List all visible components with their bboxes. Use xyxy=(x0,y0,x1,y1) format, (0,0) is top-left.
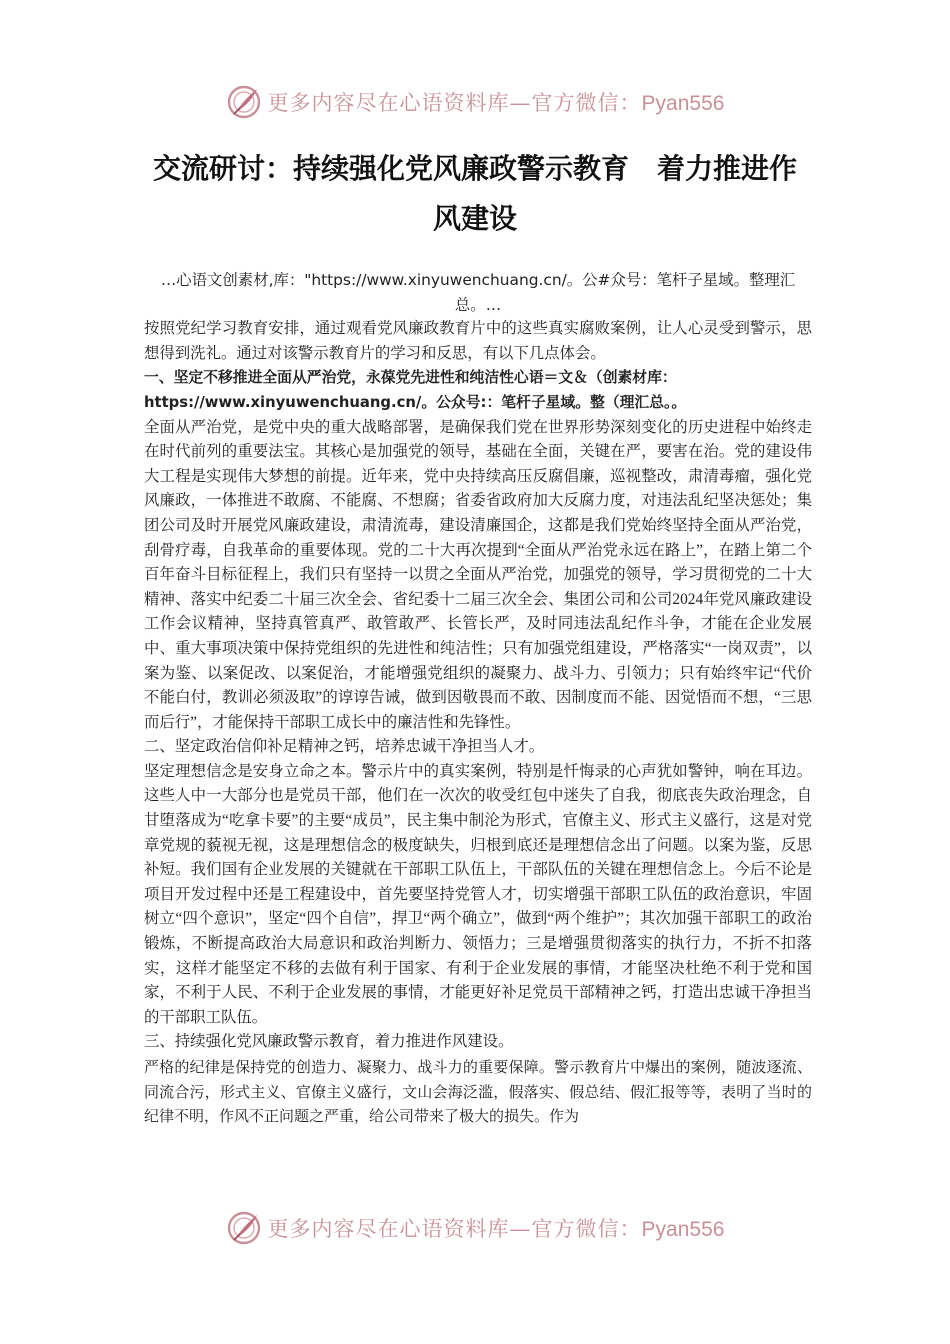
section-heading-1: 一、坚定不移推进全面从严治党，永葆党先进性和纯洁性心语＝文＆（创素材库：https://www.xinyuwenchuang.cn/。公众号:：笔杆子星域。整（理汇总。。 xyxy=(144,369,687,411)
intro-paragraph: 按照党纪学习教育安排，通过观看党风廉政教育片中的这些真实腐败案例，让人心灵受到警示，思想得到洗礼。通过对该警示教育片的学习和反思，有以下几点体会。 xyxy=(144,320,812,362)
source-note: …心语文创素材,库："https://www.xinyuwenchuang.cn/。公#众号：笔杆子星域。整理汇总。… xyxy=(160,271,796,314)
watermark-wechat-id: Pyan556 xyxy=(641,1218,725,1241)
watermark-footer xyxy=(0,1206,950,1250)
document-title: 交流研讨：持续强化党风廉政警示教育 着力推进作风建设 xyxy=(152,152,797,235)
section-heading-3: 三、持续强化党风廉政警示教育，着力推进作风建设。 xyxy=(144,1033,514,1051)
quill-logo-icon xyxy=(226,1210,262,1246)
watermark-wechat-id: Pyan556 xyxy=(641,92,725,115)
section-paragraph-3: 严格的纪律是保持党的创造力、凝聚力、战斗力的重要保障。警示教育片中爆出的案例，随波逐流、同流合污，形式主义、官僚主义盛行，文山会海泛滥，假落实、假总结、假汇报等等，表明了当时的纪律不明，作风不正问题之严重，给公司带来了极大的损失。作为 xyxy=(144,1058,812,1126)
watermark-text: 更多内容尽在心语资料库—官方微信： xyxy=(267,1217,642,1241)
document-body xyxy=(144,268,812,1129)
quill-logo-icon xyxy=(226,84,262,120)
watermark-text: 更多内容尽在心语资料库—官方微信： xyxy=(267,91,642,115)
section-heading-2: 二、坚定政治信仰补足精神之钙，培养忠诚干净担当人才。 xyxy=(144,738,545,756)
watermark-header xyxy=(0,80,950,124)
section-paragraph-1: 全面从严治党，是党中央的重大战略部署，是确保我们党在世界形势深刻变化的历史进程中始终走在时代前列的重要法宝。其核心是加强党的领导，基础在全面，关键在严，要害在治。党的建设伟大工程是实现伟大梦想的前提。近年来，党中央持续高压反腐倡廉，巡视整改，肃清毒瘤，强化党风廉政，一体推进不敢腐、不能腐、不想腐；省委省政府加大反腐力度，对违法乱纪坚决惩处；集团公司及时开展党风廉政建设，肃清流毒，建设清廉国企，这都是我们党始终坚持全面从严治党，刮骨疗毒，自我革命的重要体现。党的二十大再次提到“全面从严治党永远在路上”，在踏上第二个百年奋斗目标征程上，我们只有坚持一以贯之全面从严治党，加强党的领导，学习贯彻党的二十大精神、落实中纪委二十届三次全会、省纪委十二届三次全会、集团公司和公司2024年党风廉政建设工作会议精神，坚持真管真严、敢管敢严、长管长严，及时同违法乱纪作斗争，才能在企业发展中、重大事项决策中保持党组织的先进性和纯洁性；只有加强党组建设，严格落实“一岗双责”，以案为鉴、以案促改、以案促治，才能增强党组织的凝聚力、战斗力、引领力；只有始终牢记“代价不能白付，教训必须汲取”的谆谆告诫，做到因敬畏而不敢、因制度而不能、因觉悟而不想，“三思而后行”，才能保持干部职工成长中的廉洁性和先锋性。 xyxy=(144,418,812,731)
section-paragraph-2: 坚定理想信念是安身立命之本。警示片中的真实案例，特别是忏悔录的心声犹如警钟，响在耳边。这些人中一大部分也是党员干部，他们在一次次的收受红包中迷失了自我，彻底丧失政治理念，自甘堕落成为“吃拿卡要”的主要“成员”，民主集中制沦为形式，官僚主义、形式主义盛行，这是对党章党规的藐视无视，这是理想信念的极度缺失，归根到底还是理想信念出了问题。以案为鉴，反思补短。我们国有企业发展的关键就在干部职工队伍上，干部队伍的关键在理想信念上。今后不论是项目开发过程中还是工程建设中，首先要坚持党管人才，切实增强干部职工队伍的政治意识，牢固树立“四个意识”，坚定“四个自信”，捍卫“两个确立”，做到“两个维护”；其次加强干部职工的政治锻炼，不断提高政治大局意识和政治判断力、领悟力；三是增强贯彻落实的执行力，不折不扣落实，这样才能坚定不移的去做有利于国家、有利于企业发展的事情，才能坚决杜绝不利于党和国家，不利于人民、不利于企业发展的事情，才能更好补足党员干部精神之钙，打造出忠诚干净担当的干部职工队伍。 xyxy=(144,762,812,1026)
